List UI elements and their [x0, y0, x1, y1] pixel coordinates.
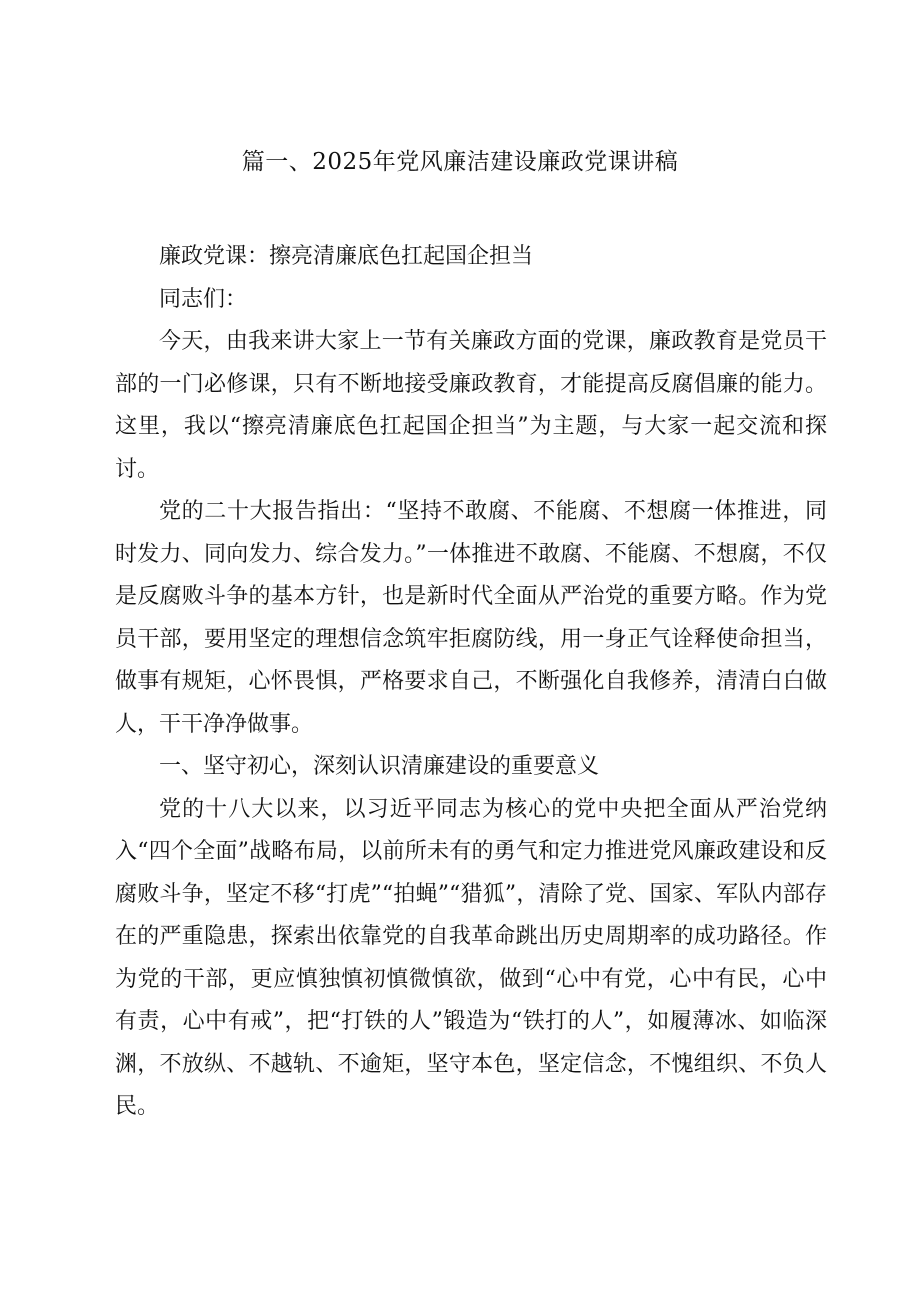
paragraph: 今天，由我来讲大家上一节有关廉政方面的党课，廉政教育是党员干部的一门必修课，只有不断地接受廉政教育，才能提高反腐倡廉的能力。这里，我以“擦亮清廉底色扛起国企担当”为主题，与大家一起交流和探讨。	[115, 329, 827, 482]
paragraph: 党的二十大报告指出：“坚持不敢腐、不能腐、不想腐一体推进，同时发力、同向发力、综合发力。”一体推进不敢腐、不能腐、不想腐，不仅是反腐败斗争的基本方针，也是新时代全面从严治党的重要方略。作为党员干部，要用坚定的理想信念筑牢拒腐防线，用一身正气诠释使命担当，做事有规矩，心怀畏惧，严格要求自己，不断强化自我修养，清清白白做人，干干净净做事。	[115, 499, 827, 737]
section-heading: 一、坚守初心，深刻认识清廉建设的重要意义	[159, 754, 600, 779]
document-title: 篇一、2025年党风廉洁建设廉政党课讲稿	[241, 149, 679, 175]
document-body	[115, 236, 827, 1129]
paragraph: 党的十八大以来，以习近平同志为核心的党中央把全面从严治党纳入“四个全面”战略布局，以前所未有的勇气和定力推进党风廉政建设和反腐败斗争，坚定不移“打虎”“拍蝇”“猎狐”，清除了党、国家、军队内部存在的严重隐患，探索出依靠党的自我革命跳出历史周期率的成功路径。作为党的干部，更应慎独慎初慎微慎欲，做到“心中有党，心中有民，心中有责，心中有戒”，把“打铁的人”锻造为“铁打的人”，如履薄冰、如临深渊，不放纵、不越轨、不逾矩，坚守本色，坚定信念，不愧组织、不负人民。	[115, 796, 827, 1119]
lecture-subtitle: 廉政党课：擦亮清廉底色扛起国企担当	[159, 244, 534, 269]
salutation: 同志们：	[159, 286, 248, 312]
